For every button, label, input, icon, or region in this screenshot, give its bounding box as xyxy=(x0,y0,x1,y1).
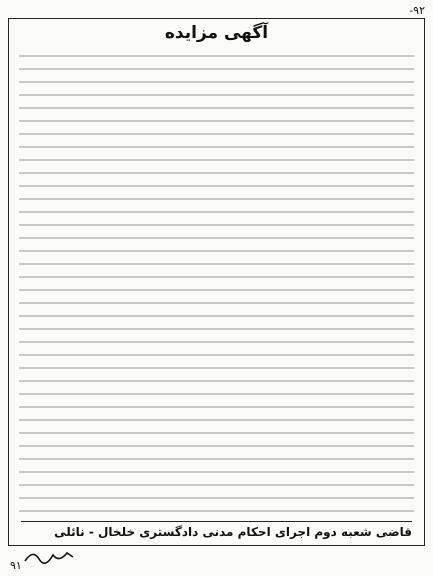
illegible-text-line xyxy=(19,419,414,421)
illegible-text-line xyxy=(19,211,414,213)
illegible-text-line xyxy=(19,510,414,512)
illegible-text-line xyxy=(19,237,414,239)
illegible-text-line xyxy=(19,120,414,122)
illegible-text-line xyxy=(19,341,414,343)
illegible-text-line xyxy=(19,406,414,408)
notice-frame xyxy=(8,18,425,546)
illegible-text-line xyxy=(19,302,414,304)
illegible-text-line xyxy=(19,445,414,447)
illegible-text-line xyxy=(19,289,414,291)
illegible-text-line xyxy=(19,146,414,148)
handwritten-signature xyxy=(23,547,75,567)
illegible-text-line xyxy=(19,354,414,356)
illegible-text-line xyxy=(19,250,414,252)
illegible-text-line xyxy=(19,471,414,473)
illegible-text-line xyxy=(19,172,414,174)
illegible-text-line xyxy=(19,315,414,317)
illegible-text-line xyxy=(19,81,414,83)
illegible-text-line xyxy=(19,133,414,135)
signature-line: قاضی شعبه دوم اجرای احکام مدنی دادگستری خلخال - نائلی xyxy=(21,521,412,539)
illegible-text-line xyxy=(19,497,414,499)
illegible-text-line xyxy=(19,484,414,486)
illegible-text-line xyxy=(19,328,414,330)
illegible-text-line xyxy=(19,198,414,200)
illegible-text-line xyxy=(19,367,414,369)
illegible-text-line xyxy=(19,107,414,109)
illegible-text-line xyxy=(19,432,414,434)
illegible-text-line xyxy=(19,393,414,395)
page-number-bottom: ۹۱ xyxy=(10,559,22,572)
illegible-text-line xyxy=(19,380,414,382)
notice-body-illegible xyxy=(19,55,414,517)
illegible-text-line xyxy=(19,224,414,226)
page-number-top: -۹۲ xyxy=(409,4,425,17)
illegible-text-line xyxy=(19,68,414,70)
illegible-text-line xyxy=(19,185,414,187)
illegible-text-line xyxy=(19,458,414,460)
notice-title: آگهی مزایده xyxy=(164,23,269,43)
illegible-text-line xyxy=(19,263,414,265)
illegible-text-line xyxy=(19,276,414,278)
illegible-text-line xyxy=(19,94,414,96)
illegible-text-line xyxy=(19,55,414,57)
illegible-text-line xyxy=(19,159,414,161)
